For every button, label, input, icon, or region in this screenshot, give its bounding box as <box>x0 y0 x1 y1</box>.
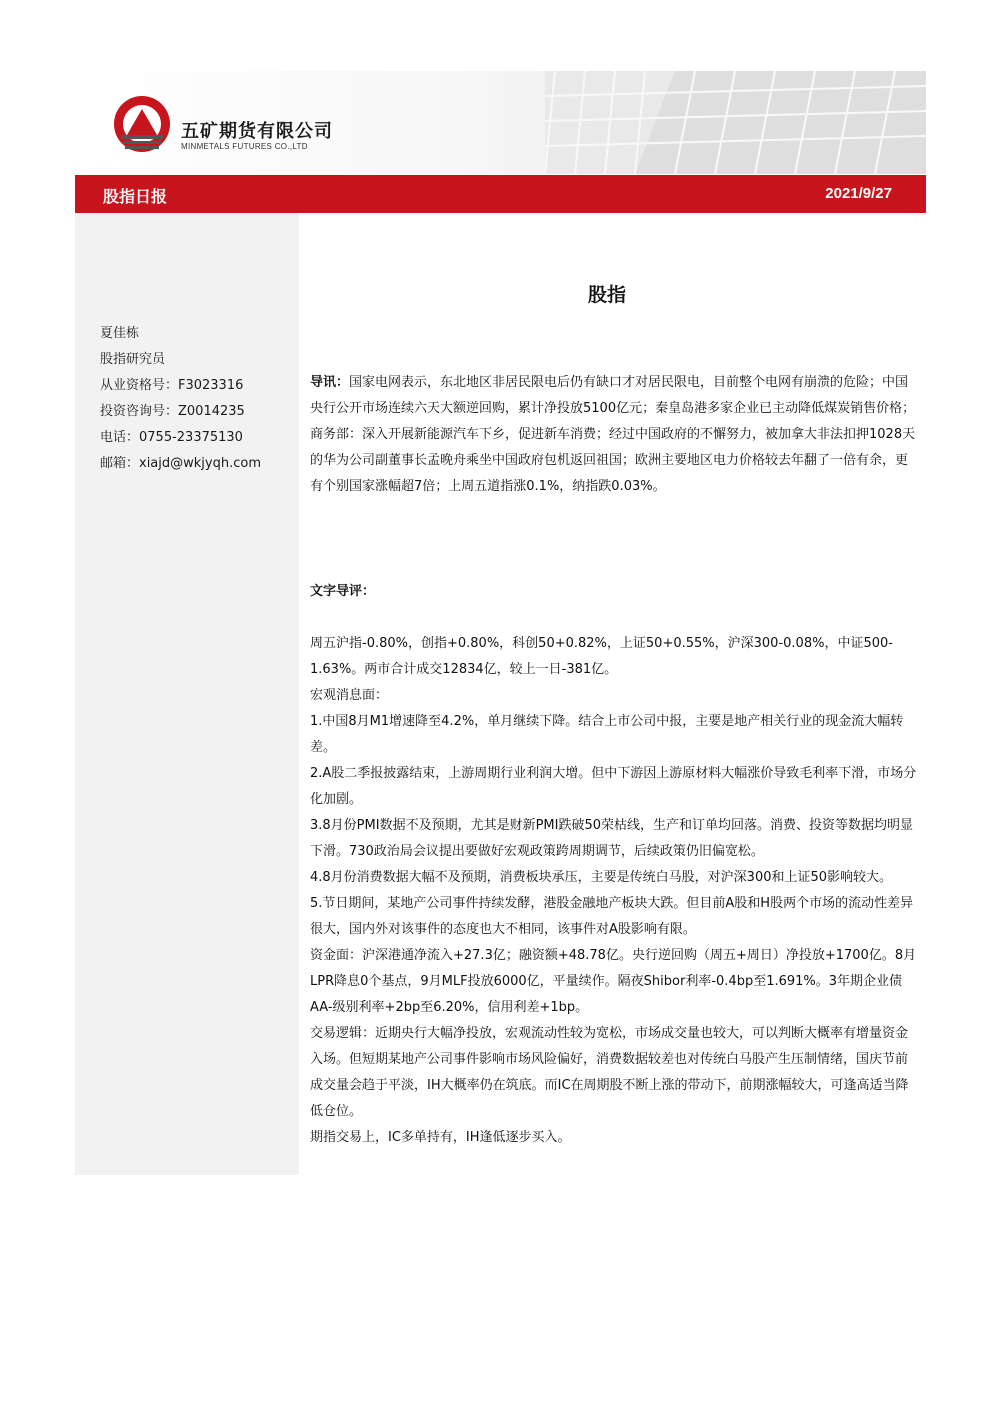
lead-text: 国家电网表示，东北地区非居民限电后仍有缺口才对居民限电，目前整个电网有崩溃的危险；中国央行公开市场连续六天大额逆回购，累计净投放5100亿元；秦皇岛港多家企业已主动降低煤炭销售价格；商务部：深入开展新能源汽车下乡，促进新车消费；经过中国政府的不懈努力，被加拿大非法扣押1028天的华为公司副董事长孟晚舟乘坐中国政府包机返回祖国；欧洲主要地区电力价格较去年翻了一倍有余，更有个别国家涨幅超7倍；上周五道指涨0.1%，纳指跌0.03%。 <box>310 375 916 494</box>
review-heading: 文字导评： <box>310 584 376 599</box>
paragraph: 4.8月份消费数据大幅不及预期，消费板块承压，主要是传统白马股，对沪深300和上证50影响较大。 <box>310 870 893 885</box>
paragraph: 期指交易上，IC多单持有，IH逢低逐步买入。 <box>310 1130 571 1145</box>
paragraph: 交易逻辑：近期央行大幅净投放，宏观流动性较为宽松，市场成交量也较大，可以判断大概率有增量资金入场。但短期某地产公司事件影响市场风险偏好，消费数据较差也对传统白马股产生压制情绪，国庆节前成交量会趋于平淡，IH大概率仍在筑底。而IC在周期股不断上涨的带动下，前期涨幅较大，可逢高适当降低仓位。 <box>310 1026 909 1119</box>
analyst-consult-number: 投资咨询号：Z0014235 <box>100 404 245 419</box>
paragraph: 周五沪指-0.80%，创指+0.80%，科创50+0.82%，上证50+0.55%，沪深300-0.08%，中证500-1.63%。两市合计成交12834亿，较上一日-381亿。 <box>310 636 893 677</box>
analyst-email: 邮箱：xiajd@wkjyqh.com <box>100 456 261 471</box>
paragraph: 3.8月份PMI数据不及预期，尤其是财新PMI跌破50荣枯线，生产和订单均回落。消费、投资等数据均明显下滑。730政治局会议提出要做好宏观政策跨周期调节，后续政策仍旧偏宽松。 <box>310 818 913 859</box>
company-logo-icon <box>113 95 171 153</box>
company-name-en: MINMETALS FUTURES CO.,LTD <box>181 142 308 151</box>
analyst-title: 股指研究员 <box>100 352 166 367</box>
analyst-info <box>100 321 261 477</box>
paragraph: 宏观消息面： <box>310 688 389 703</box>
page-title: 股指 <box>588 284 627 306</box>
lead-label: 导讯： <box>310 375 350 390</box>
company-name-cn: 五矿期货有限公司 <box>181 121 333 142</box>
report-banner <box>75 175 926 213</box>
analyst-phone: 电话：0755-23375130 <box>100 430 243 445</box>
report-date: 2021/9/27 <box>825 185 892 202</box>
paragraph: 5.节日期间，某地产公司事件持续发酵，港股金融地产板块大跌。但目前A股和H股两个市场的流动性差异很大，国内外对该事件的态度也大不相同，该事件对A股影响有限。 <box>310 896 914 937</box>
lead-paragraph <box>310 370 918 500</box>
paragraph: 资金面：沪深港通净流入+27.3亿；融资额+48.78亿。央行逆回购（周五+周日）净投放+1700亿。8月LPR降息0个基点，9月MLF投放6000亿，平量续作。隔夜Shibor利率-0.4bp至1.691%。3年期企业债AA-级别利率+2bp至6.20%，信用利差+1bp。 <box>310 948 917 1015</box>
report-type: 股指日报 <box>103 187 168 206</box>
paragraph: 1.中国8月M1增速降至4.2%，单月继续下降。结合上市公司中报，主要是地产相关行业的现金流大幅转差。 <box>310 714 904 755</box>
review-body <box>310 631 918 1151</box>
analyst-qualification: 从业资格号：F3023316 <box>100 378 244 393</box>
paragraph: 2.A股二季报披露结束，上游周期行业利润大增。但中下游因上游原材料大幅涨价导致毛利率下滑，市场分化加剧。 <box>310 766 917 807</box>
analyst-name: 夏佳栋 <box>100 326 140 341</box>
